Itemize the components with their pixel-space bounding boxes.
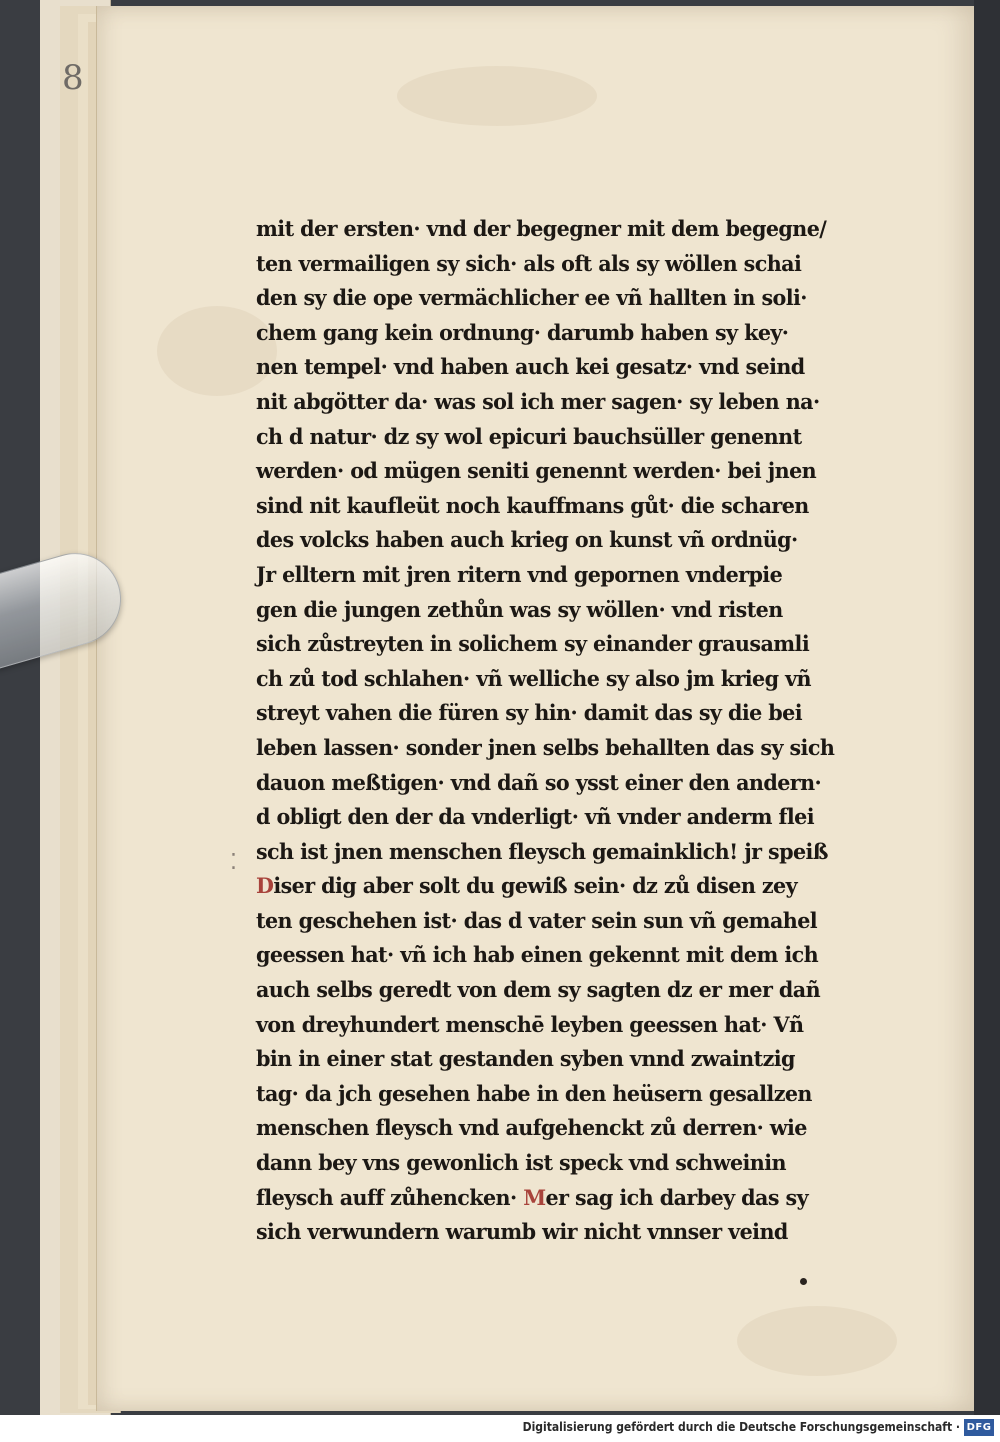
text-line: auch selbs geredt von dem sy sagten dz er mer dañ xyxy=(256,977,821,1003)
text-line: mit der ersten· vnd der begegner mit dem begegne/ xyxy=(256,216,827,241)
text-line: Diser dig aber solt du gewiß sein· dz zů disen zey xyxy=(256,873,798,899)
text-line: werden· od mügen seniti genennt werden· bei jnen xyxy=(256,458,817,484)
text-line: ch zů tod schlahen· vñ welliche sy also jm krieg vñ xyxy=(256,665,812,691)
footer-credit: Digitalisierung gefördert durch die Deutsche Forschungsgemeinschaft · xyxy=(522,1420,960,1434)
scanner-background xyxy=(974,0,1000,1415)
text-line: tag· da jch gesehen habe in den heüsern gesallzen xyxy=(256,1080,812,1106)
text-line: fleysch auff zůhencken· Mer sag ich darbey das sy xyxy=(256,1184,809,1210)
text-line: streyt vahen die füren sy hin· damit das sy die bei xyxy=(256,700,802,726)
text-line: sch ist jnen menschen fleysch gemainklich! jr speiß xyxy=(256,838,828,864)
text-line: d obligt den der da vnderligt· vñ vnder anderm flei xyxy=(256,804,814,830)
ink-dot xyxy=(800,1278,807,1285)
text-line: sich zůstreyten in solichem sy einander grausamli xyxy=(256,631,810,657)
text-line: nit abgötter da· was sol ich mer sagen· sy leben na· xyxy=(256,388,820,414)
dfg-logo-icon: DFG xyxy=(964,1419,994,1436)
text-line: chem gang kein ordnung· darumb haben sy key· xyxy=(256,319,789,345)
text-line: bin in einer stat gestanden syben vnnd zwaintzig xyxy=(256,1046,795,1072)
footer-bar xyxy=(0,1415,1000,1442)
text-line: geessen hat· vñ ich hab einen gekennt mit dem ich xyxy=(256,942,819,968)
text-line: menschen fleysch vnd aufgehenckt zů derren· wie xyxy=(256,1115,807,1141)
text-line: von dreyhundert menschē leyben geessen hat· Vñ xyxy=(256,1011,804,1037)
text-line: dann bey vns gewonlich ist speck vnd schweinin xyxy=(256,1150,786,1176)
text-line: des volcks haben auch krieg on kunst vñ ordnüg· xyxy=(256,527,798,553)
text-line: nen tempel· vnd haben auch kei gesatz· vnd seind xyxy=(256,354,805,380)
text-line: den sy die ope vermächlicher ee vñ hallten in soli· xyxy=(256,285,807,311)
text-line: ten vermailigen sy sich· als oft als sy wöllen schai xyxy=(256,250,802,276)
page-number: 8 xyxy=(62,58,82,98)
text-line: dauon meßtigen· vnd dañ so ysst einer den andern· xyxy=(256,769,822,795)
text-line: sind nit kaufleüt noch kauffmans gůt· die scharen xyxy=(256,492,809,518)
text-line: ten geschehen ist· das d vater sein sun vñ gemahel xyxy=(256,907,818,933)
text-line: ch d natur· dz sy wol epicuri bauchsüller genennt xyxy=(256,423,802,449)
text-line: leben lassen· sonder jnen selbs behallten das sy sich xyxy=(256,734,835,760)
text-line: Jr elltern mit jren ritern vnd gepornen vnderpie xyxy=(256,561,783,587)
text-line: gen die jungen zethůn was sy wöllen· vnd risten xyxy=(256,596,783,622)
marginal-mark: ⁚ xyxy=(230,850,237,875)
text-line: sich verwundern warumb wir nicht vnnser veind xyxy=(256,1219,788,1245)
blackletter-text-block xyxy=(256,212,916,1250)
